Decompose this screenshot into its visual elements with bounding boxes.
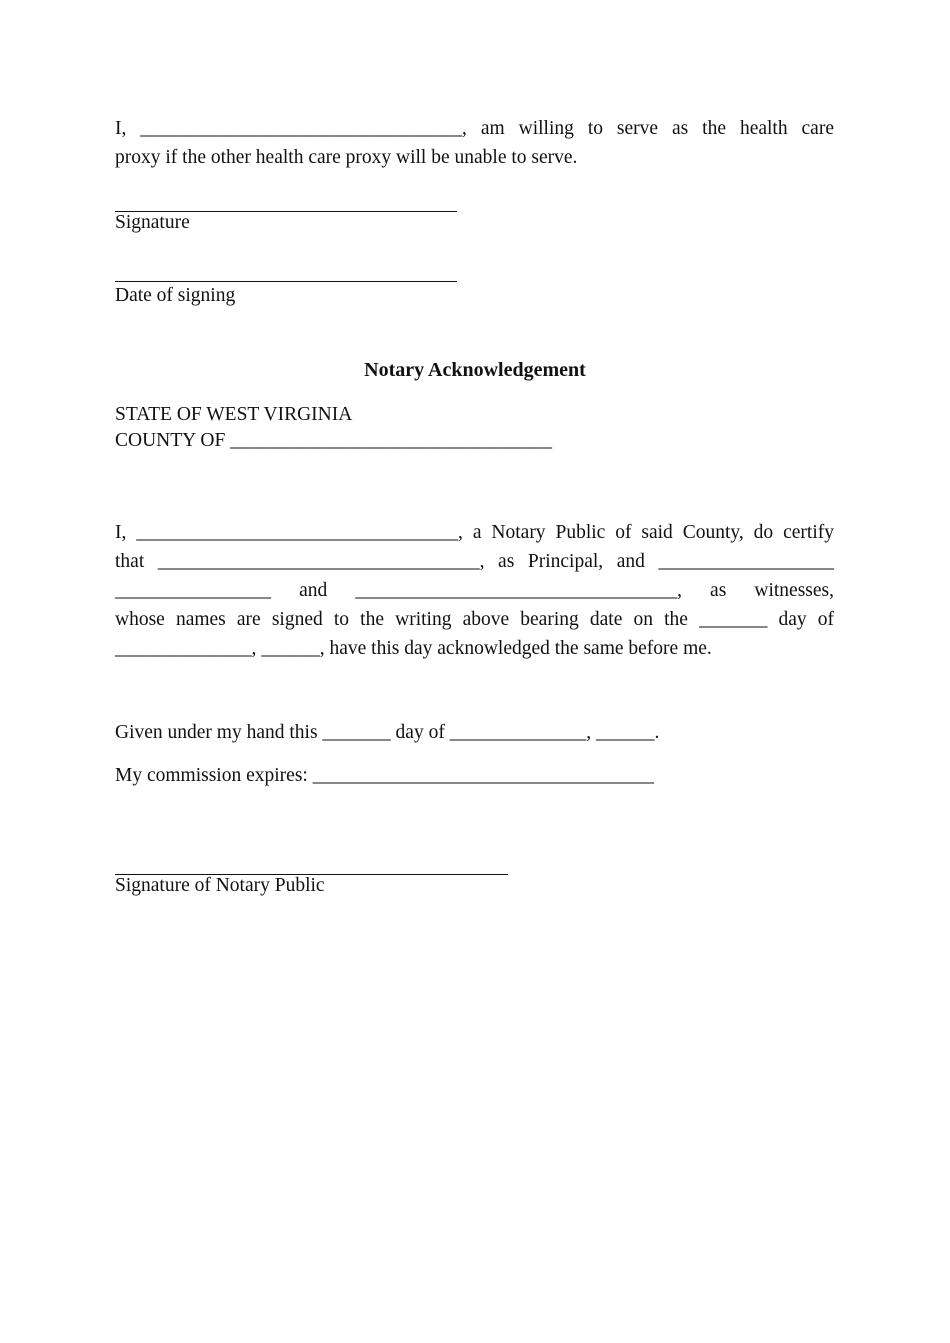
given-under-hand-line[interactable]: Given under my hand this _______ day of ______________, ______. (115, 722, 660, 743)
signature-label: Signature (115, 212, 190, 233)
notary-body-line-4[interactable]: whose names are signed to the writing above bearing date on the _______ day of (115, 609, 834, 630)
date-of-signing-label: Date of signing (115, 285, 236, 306)
notary-body-line-3[interactable]: ________________ and _________________________________, as witnesses, (115, 580, 834, 601)
notary-body-line-2[interactable]: that _________________________________, as Principal, and __________________ (115, 551, 834, 572)
proxy-statement-line-2: proxy if the other health care proxy will be unable to serve. (115, 147, 578, 168)
proxy-statement-line-1[interactable]: I, _________________________________, am willing to serve as the health care (115, 118, 834, 139)
proxy-statement (115, 114, 834, 172)
date-of-signing-line[interactable] (115, 281, 457, 282)
state-line: STATE OF WEST VIRGINIA (115, 404, 353, 425)
notary-signature-label: Signature of Notary Public (115, 875, 325, 896)
notary-heading: Notary Acknowledgement (364, 359, 586, 381)
notary-certification-paragraph (115, 518, 834, 663)
commission-expires-line[interactable]: My commission expires: ___________________________________ (115, 765, 654, 786)
county-line[interactable]: COUNTY OF _________________________________ (115, 430, 552, 451)
notary-body-line-1[interactable]: I, _________________________________, a Notary Public of said County, do certify (115, 522, 834, 543)
notary-body-line-5[interactable]: ______________, ______, have this day acknowledged the same before me. (115, 638, 712, 659)
